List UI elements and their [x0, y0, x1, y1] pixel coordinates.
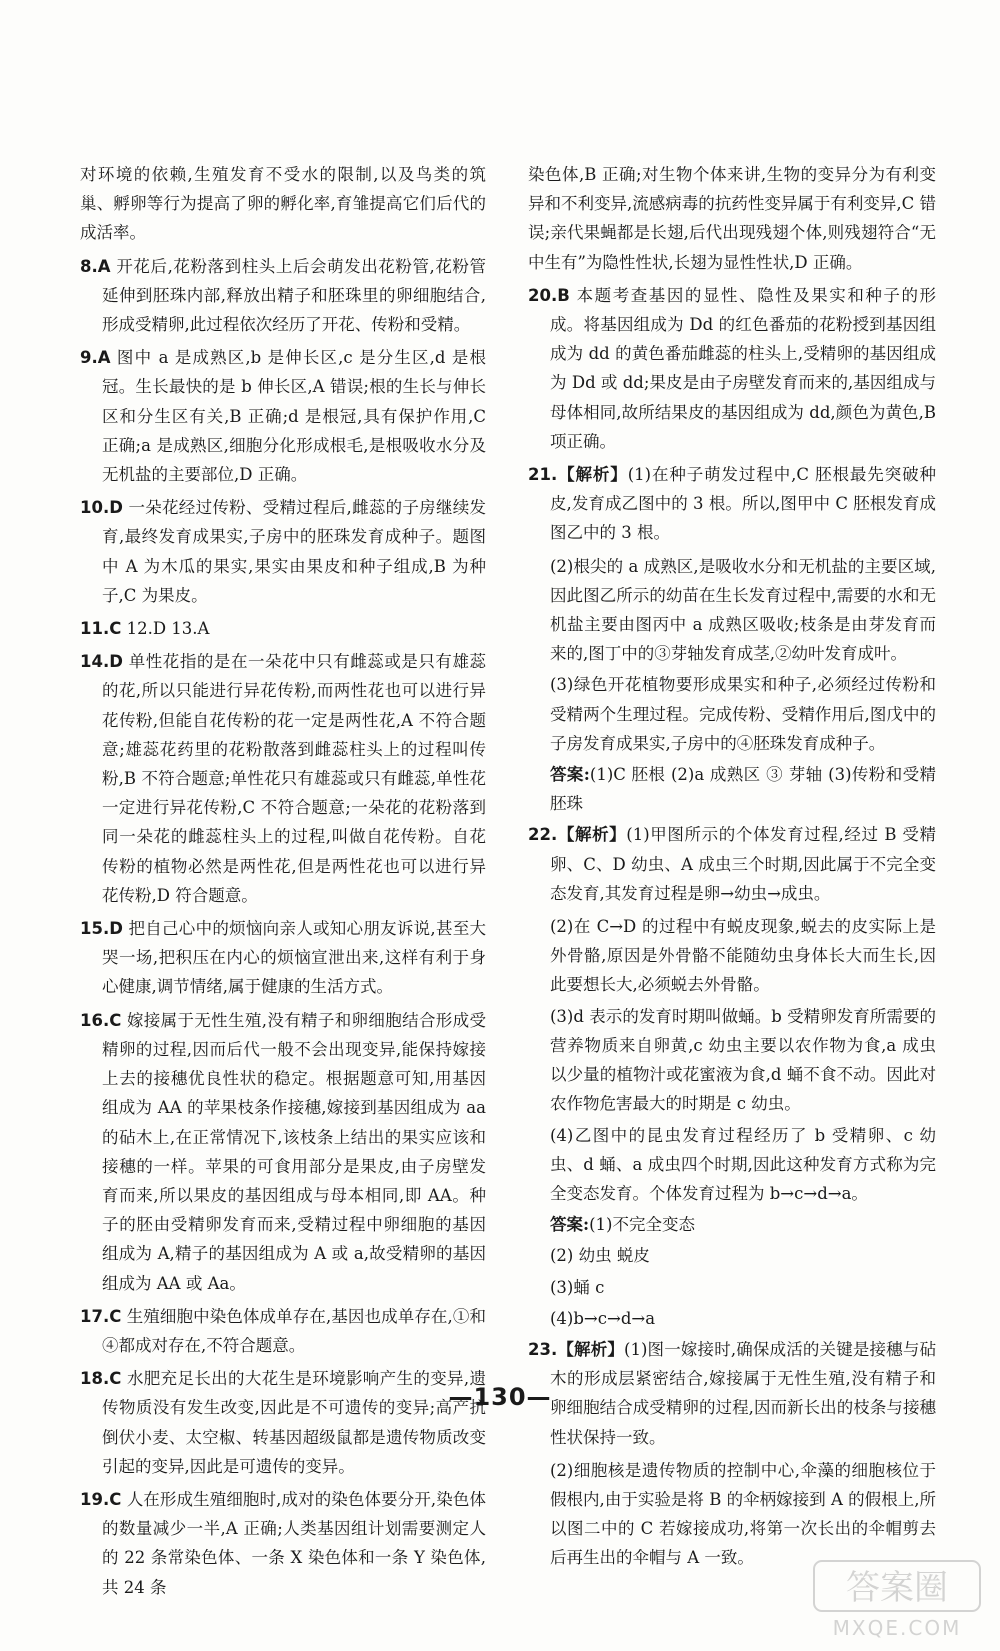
answer-item	[80, 1364, 486, 1481]
analysis-p1: (1)在种子萌发过程中,C 胚根最先突破种皮,发育成乙图中的 3 根。所以,图甲中 C 胚根发育成图乙中的 3 根。	[550, 465, 936, 543]
item-number: 14.D	[80, 652, 123, 672]
item-number: 21.	[528, 465, 558, 485]
answer-item	[80, 914, 486, 1002]
analysis-p3: (3)d 表示的发育时期叫做蛹。b 受精卵发育所需要的营养物质来自卵黄,c 幼虫主要以农作物为食,a 成虫以少量的植物汁或花蜜液为食,d 蛹不食不动。因此对农作物危害最大的时期是 c 幼虫。	[550, 1006, 936, 1114]
answer-label: 答案:	[550, 765, 590, 785]
analysis-p2: (2)根尖的 a 成熟区,是吸收水分和无机盐的主要区域,因此图乙所示的幼苗在生长发育过程中,需要的水和无机盐主要由图丙中 a 成熟区吸收;枝条是由芽发育而来的,图丁中的③芽轴发育成茎,②幼叶发育成叶。	[550, 556, 936, 664]
watermark-bottom-text: MXQE.COM	[832, 1616, 962, 1640]
item-text: 单性花指的是在一朵花中只有雌蕊或是只有雄蕊的花,所以只能进行异花传粉,而两性花也可以进行异花传粉,但能自花传粉的花一定是两性花,A 不符合题意;雄蕊花药里的花粉散落到雌蕊柱头上的过程叫传粉,B 不符合题意;单性花只有雄蕊或只有雌蕊,单性花一定进行异花传粉,C 不符合题意;一朵花的花粉落到同一朵花的雌蕊柱头上的过程,叫做自花传粉。自花传粉的植物必然是两性花,但是两性花也可以进行异花传粉,D 符合题意。	[102, 652, 487, 905]
answer-item-21	[528, 460, 936, 548]
item-number: 23.	[528, 1339, 558, 1359]
analysis-p2: (2)在 C→D 的过程中有蜕皮现象,蜕去的皮实际上是外骨骼,原因是外骨骼不能随幼虫身体长大而生长,因此要想长大,必须蜕去外骨骼。	[550, 917, 936, 995]
item-text: 生殖细胞中染色体成单存在,基因也成单存在,①和④都成对存在,不符合题意。	[102, 1306, 486, 1355]
item-number: 10.D	[80, 498, 123, 518]
analysis-p3: (3)绿色开花植物要形成果实和种子,必须经过传粉和受精两个生理过程。完成传粉、受精作用后,图戊中的子房发育成果实,子房中的④胚珠发育成种子。	[550, 675, 936, 753]
item-text: 嫁接属于无性生殖,没有精子和卵细胞结合形成受精卵的过程,因而后代一般不会出现变异,能保持嫁接上去的接穗优良性状的稳定。根据题意可知,用基因组成为 AA 的苹果枝条作接穗,嫁接到基因组成为 aa 的砧木上,在正常情况下,该枝条上结出的果实应该和接穗的一样。苹果的可食用部分是果皮,由子房壁发育而来,所以果皮的基因组成与母本相同,即 AA。种子的胚由受精卵发育而来,受精过程中卵细胞的基因组成为 A,精子的基因组成为 A 或 a,故受精卵的基因组成为 AA 或 Aa。	[102, 1010, 486, 1293]
answer-label: 答案:	[550, 1215, 590, 1235]
analysis-p1: (1)甲图所示的个体发育过程,经过 B 受精卵、C、D 幼虫、A 成虫三个时期,因此属于不完全变态发育,其发育过程是卵→幼虫→成虫。	[550, 825, 937, 903]
item-number: 8.A	[80, 256, 111, 276]
answer-item	[80, 1006, 486, 1298]
answer-text: (1)不完全变态	[589, 1215, 695, 1235]
answer-line: (2) 幼虫 蜕皮	[550, 1246, 650, 1266]
item-text: 图中 a 是成熟区,b 是伸长区,c 是分生区,d 是根冠。生长最快的是 b 伸长区,A 错误;根的生长与伸长区和分生区有关,B 正确;d 是根冠,具有保护作用,C 正确;a 是成熟区,细胞分化形成根毛,是根吸收水分及无机盐的主要部位,D 正确。	[102, 348, 486, 485]
answer-item	[80, 647, 486, 910]
item-number: 9.A	[80, 348, 111, 368]
answer-item-22	[528, 820, 936, 908]
analysis-p2: (2)细胞核是遗传物质的控制中心,伞藻的细胞核位于假根内,由于实验是将 B 的伞柄嫁接到 A 的假根上,所以图二中的 C 若嫁接成功,将第一次长出的伞帽剪去后再生出的伞帽与 A 一致。	[550, 1460, 936, 1568]
item-number: 17.C	[80, 1306, 122, 1326]
answer-item	[80, 1485, 486, 1602]
analysis-p1: (1)图一嫁接时,确保成活的关键是接穗与砧木的形成层紧密结合,嫁接属于无性生殖,没有精子和卵细胞结合成受精卵的过程,因而新长出的枝条与接穗性状保持一致。	[550, 1339, 936, 1447]
answer-item	[80, 493, 486, 610]
answer-line: (4)b→c→d→a	[550, 1308, 656, 1328]
item-number: 22.	[528, 825, 558, 845]
analysis-p4: (4)乙图中的昆虫发育过程经历了 b 受精卵、c 幼虫、d 蛹、a 成虫四个时期,因此这种发育方式称为完全变态发育。个体发育过程为 b→c→d→a。	[550, 1125, 936, 1203]
answer-text: (1)C 胚根 (2)a 成熟区 ③ 芽轴 (3)传粉和受精 胚珠	[550, 765, 936, 814]
item-number: 15.D	[80, 919, 123, 939]
item-number: 19.C	[80, 1489, 122, 1509]
item-number: 11.C	[80, 619, 122, 639]
answer-line	[528, 1210, 936, 1239]
analysis-tag: 【解析】	[557, 465, 628, 485]
watermark-top-text: 答案圈	[846, 1568, 948, 1608]
right-column	[528, 160, 936, 1575]
item-text: 水肥充足长出的大花生是环境影响产生的变异,遗传物质没有发生改变,因此是不可遗传的变异;高产抗倒伏小麦、太空椒、转基因超级鼠都是遗传物质改变引起的变异,因此是可遗传的变异。	[102, 1369, 486, 1476]
watermark-logo	[812, 1559, 982, 1643]
item-text: 开花后,花粉落到柱头上后会萌发出花粉管,花粉管延伸到胚珠内部,释放出精子和胚珠里的卵细胞结合,形成受精卵,此过程依次经历了开花、传粉和受精。	[102, 256, 486, 335]
page-number: —130—	[448, 1383, 552, 1411]
answer-item-20	[528, 281, 936, 456]
answer-item	[80, 343, 486, 489]
left-intro: 对环境的依赖,生殖发育不受水的限制,以及鸟类的筑巢、孵卵等行为提高了卵的孵化率,育雏提高它们后代的成活率。	[80, 165, 486, 243]
answer-line: (3)蛹 c	[550, 1277, 605, 1297]
item-text: 把自己心中的烦恼向亲人或知心朋友诉说,甚至大哭一场,把积压在内心的烦恼宣泄出来,这样有利于身心健康,调节情绪,属于健康的生活方式。	[102, 919, 487, 997]
analysis-tag: 【解析】	[557, 825, 627, 845]
right-intro: 染色体,B 正确;对生物个体来讲,生物的变异分为有利变异和不利变异,流感病毒的抗药性变异属于有利变异,C 错误;亲代果蝇都是长翅,后代出现残翅个体,则残翅符合“无中生有”为隐性性状,长翅为显性性状,D 正确。	[528, 165, 936, 272]
answer-item	[80, 252, 486, 340]
item-text: 12.D 13.A	[126, 619, 210, 639]
answer-item	[80, 1302, 486, 1360]
item-number: 20.B	[528, 285, 570, 305]
item-number: 16.C	[80, 1010, 122, 1030]
item-text: 一朵花经过传粉、受精过程后,雌蕊的子房继续发育,最终发育成果实,子房中的胚珠发育成种子。题图中 A 为木瓜的果实,果实由果皮和种子组成,B 为种子,C 为果皮。	[102, 498, 487, 605]
answer-line	[528, 760, 936, 818]
analysis-tag: 【解析】	[557, 1339, 625, 1359]
item-text: 本题考查基因的显性、隐性及果实和种子的形成。将基因组成为 Dd 的红色番茄的花粉授到基因组成为 dd 的黄色番茄雌蕊的柱头上,受精卵的基因组成为 Dd 或 dd;果皮是由子房壁发育而来的,基因组成与母体相同,故所结果皮的基因组成为 dd,颜色为黄色,B 项正确。	[550, 285, 936, 451]
answer-item	[80, 614, 486, 643]
item-number: 18.C	[80, 1369, 122, 1389]
item-text: 人在形成生殖细胞时,成对的染色体要分开,染色体的数量减少一半,A 正确;人类基因组计划需要测定人的 22 条常染色体、一条 X 染色体和一条 Y 染色体,共 24 条	[102, 1489, 486, 1597]
